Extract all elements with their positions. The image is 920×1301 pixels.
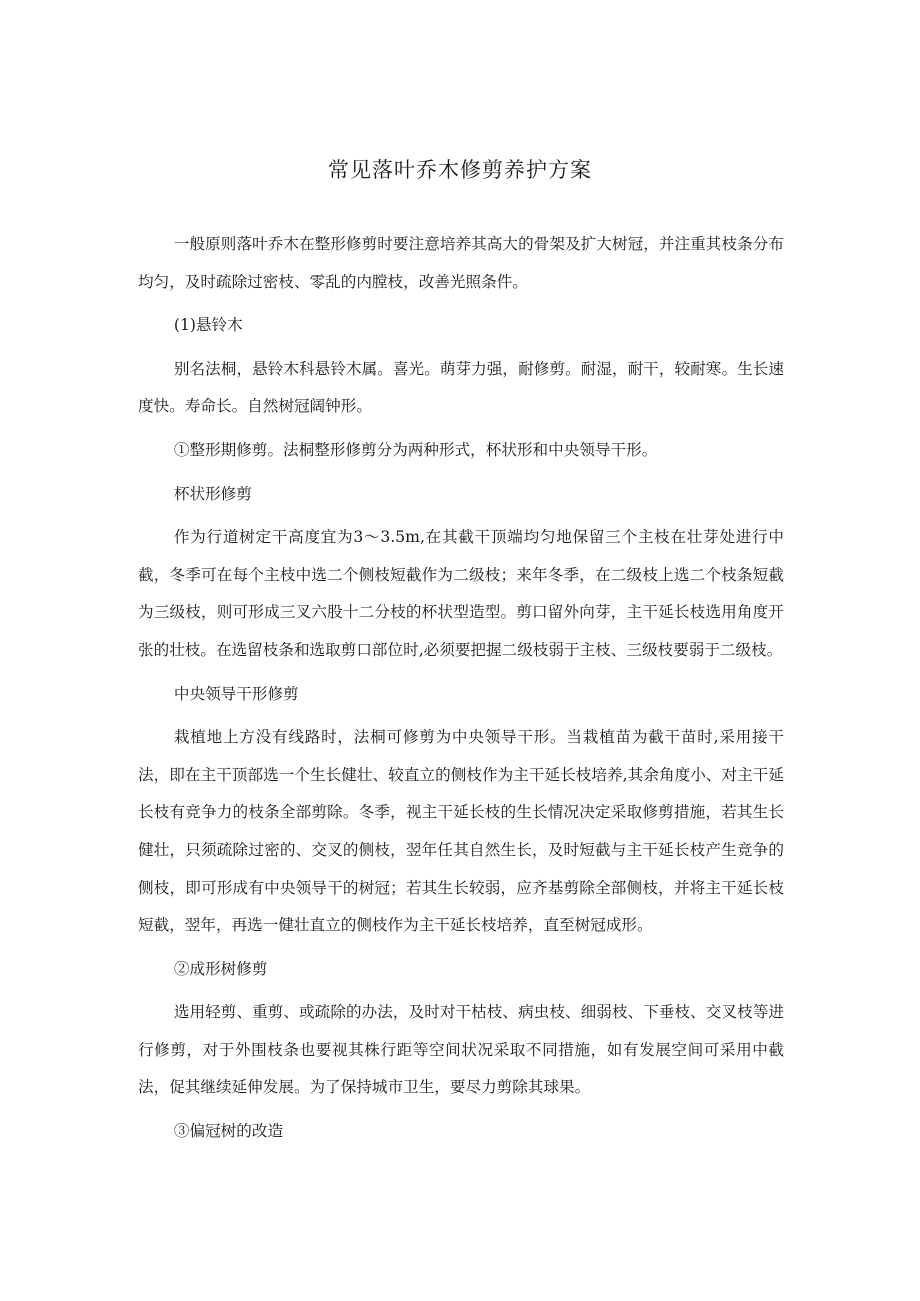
subsection-shaping-pruning: ①整形期修剪。法桐整形修剪分为两种形式，杯状形和中央领导干形。 xyxy=(173,440,658,459)
subheading-central-leader: 中央领导干形修剪 xyxy=(173,684,299,703)
subheading-cup-shape: 杯状形修剪 xyxy=(173,484,252,503)
paragraph-description: 别名法桐，悬铃木科悬铃木属。喜光。萌芽力强，耐修剪。耐湿，耐干，较耐寒。生长速度快。寿命长。自然树冠阔钟形。 xyxy=(138,359,784,416)
subsection-lopsided-crown: ③偏冠树的改造 xyxy=(173,1122,284,1141)
document-body xyxy=(138,226,784,1157)
paragraph-cup-shape: 作为行道树定干高度宜为3～3.5m,在其截干顶端均匀地保留三个主枝在壮芽处进行中截，冬季可在每个主枝中选二个侧枝短截作为二级枝；来年冬季，在二级枝上选二个枝条短截为三级枝，则可形成三叉六股十二分枝的杯状型造型。剪口留外向芽，主干延长枝选用角度开张的壮枝。在选留枝条和选取剪口部位时,必须要把握二级枝弱于主枝、三级枝要弱于二级枝。 xyxy=(138,528,784,659)
paragraph-mature-pruning: 选用轻剪、重剪、或疏除的办法，及时对干枯枝、病虫枝、细弱枝、下垂枝、交叉枝等进行修剪，对于外围枝条也要视其株行距等空间状况采取不同措施，如有发展空间可采用中截法，促其继续延伸发展。为了保持城市卫生，要尽力剪除其球果。 xyxy=(138,1003,784,1097)
section-heading-platanus: (1)悬铃木 xyxy=(173,316,243,335)
paragraph-central-leader: 栽植地上方没有线路时，法桐可修剪为中央领导干形。当栽植苗为截干苗时,采用接干法，即在主干顶部选一个生长健壮、较直立的侧枝作为主干延长枝培养,其余角度小、对主干延长枝有竞争力的枝条全部剪除。冬季，视主干延长枝的生长情况决定采取修剪措施，若其生长健壮，只须疏除过密的、交叉的侧枝，翌年任其自然生长，及时短截与主干延长枝产生竞争的侧枝，即可形成有中央领导干的树冠；若其生长较弱，应齐基剪除全部侧枝，并将主干延长枝短截，翌年，再选一健壮直立的侧枝作为主干延长枝培养，直至树冠成形。 xyxy=(138,728,784,935)
subsection-mature-pruning: ②成形树修剪 xyxy=(173,959,268,978)
paragraph-intro: 一般原则落叶乔木在整形修剪时要注意培养其高大的骨架及扩大树冠，并注重其枝条分布均匀，及时疏除过密枝、零乱的内膛枝，改善光照条件。 xyxy=(138,235,784,291)
document-title: 常见落叶乔木修剪养护方案 xyxy=(328,158,592,182)
